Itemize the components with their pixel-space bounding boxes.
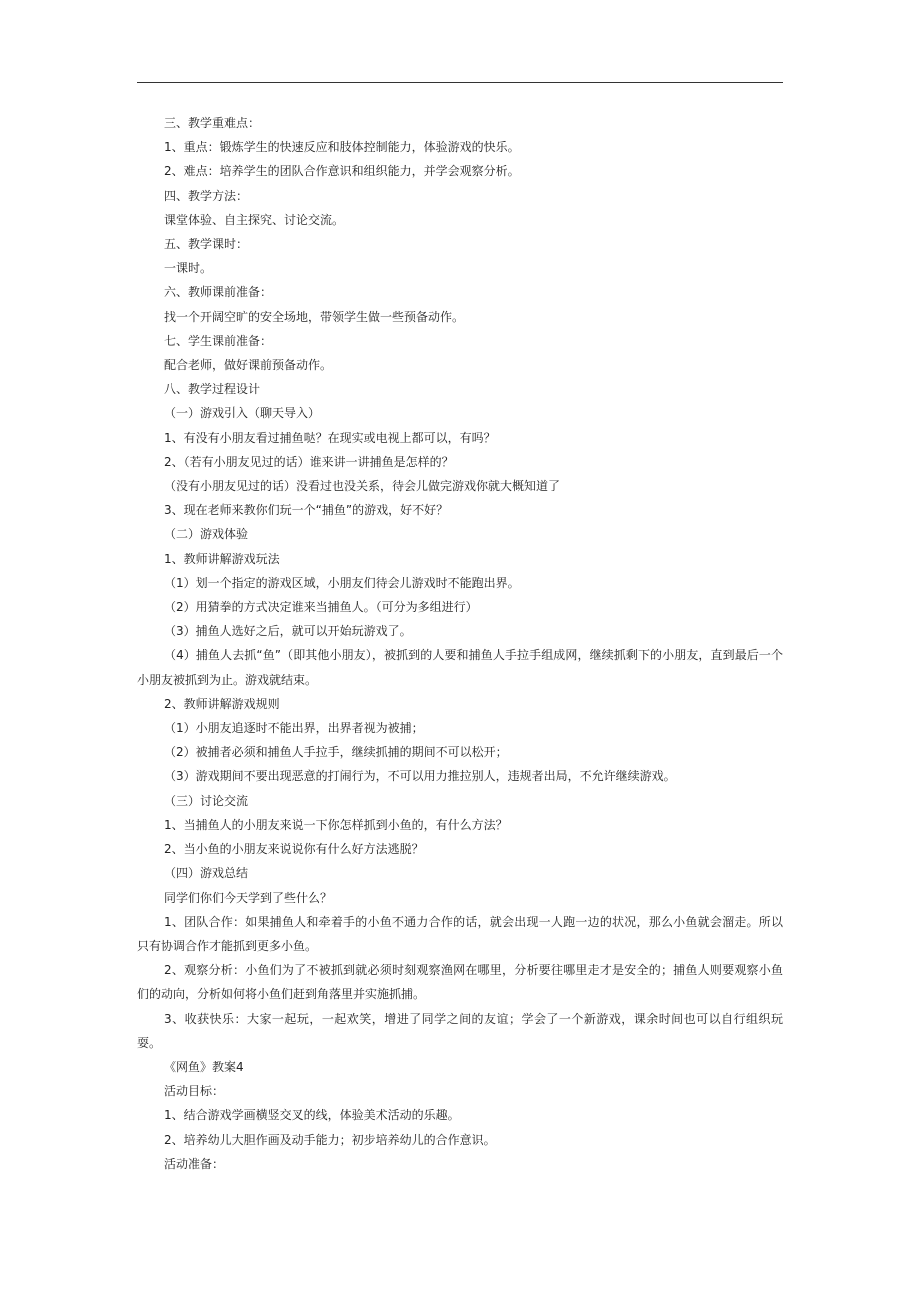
subheading: （一）游戏引入（聊天导入） (164, 406, 321, 421)
paragraph: 2、（若有小朋友见过的话）谁来讲一讲捕鱼是怎样的？ (164, 454, 454, 469)
heading-process: 八、教学过程设计 (164, 382, 261, 397)
paragraph: 2、当小鱼的小朋友来说说你有什么好方法逃脱？ (164, 842, 424, 857)
paragraph: 课堂体验、自主探究、讨论交流。 (164, 212, 345, 227)
paragraph: 配合老师，做好课前预备动作。 (164, 358, 333, 373)
paragraph: （2）用猜拳的方式决定谁来当捕鱼人。（可分为多组进行） (164, 600, 478, 615)
paragraph: 找一个开阔空旷的安全场地，带领学生做一些预备动作。 (164, 309, 465, 324)
paragraph: 一课时。 (164, 261, 213, 276)
paragraph: 1、当捕鱼人的小朋友来说一下你怎样抓到小鱼的，有什么方法？ (164, 817, 508, 832)
heading-student-prep: 七、学生课前准备： (164, 333, 273, 348)
paragraph: 3、现在老师来教你们玩一个“捕鱼”的游戏，好不好？ (164, 503, 449, 518)
heading-preparation: 活动准备： (164, 1156, 225, 1171)
paragraph: （4）捕鱼人去抓“鱼”（即其他小朋友），被抓到的人要和捕鱼人手拉手组成网，继续抓剩下的小朋友，直到最后一个小朋友被抓到为止。游戏就结束。 (137, 648, 783, 687)
paragraph: 2、培养幼儿大胆作画及动手能力；初步培养幼儿的合作意识。 (164, 1132, 496, 1147)
subheading: （三）讨论交流 (164, 793, 249, 808)
section-title: 《网鱼》教案4 (164, 1059, 244, 1074)
paragraph: （2）被捕者必须和捕鱼人手拉手，继续抓捕的期间不可以松开； (164, 745, 508, 760)
paragraph: 1、团队合作：如果捕鱼人和牵着手的小鱼不通力合作的话，就会出现一人跑一边的状况，那么小鱼就会溜走。所以只有协调合作才能抓到更多小鱼。 (137, 914, 783, 953)
paragraph: 1、有没有小朋友看过捕鱼哒？在现实或电视上都可以，有吗？ (164, 430, 496, 445)
heading-teacher-prep: 六、教师课前准备： (164, 285, 273, 300)
subheading: （二）游戏体验 (164, 527, 249, 542)
heading-goals: 活动目标： (164, 1084, 225, 1099)
heading-methods: 四、教学方法： (164, 188, 249, 203)
header-rule (137, 82, 783, 83)
paragraph: （3）捕鱼人选好之后，就可以开始玩游戏了。 (164, 624, 412, 639)
paragraph: （1）小朋友追逐时不能出界，出界者视为被捕； (164, 721, 424, 736)
paragraph: 2、观察分析：小鱼们为了不被抓到就必须时刻观察渔网在哪里，分析要往哪里走才是安全的；捕鱼人则要观察小鱼们的动向，分析如何将小鱼们赶到角落里并实施抓捕。 (137, 963, 783, 1002)
paragraph: （1）划一个指定的游戏区域，小朋友们待会儿游戏时不能跑出界。 (164, 575, 520, 590)
document-body (137, 111, 783, 1176)
paragraph: 同学们你们今天学到了些什么？ (164, 890, 333, 905)
paragraph: 1、结合游戏学画横竖交叉的线，体验美术活动的乐趣。 (164, 1108, 460, 1123)
heading-key-points: 三、教学重难点： (164, 116, 261, 130)
paragraph: 2、教师讲解游戏规则 (164, 696, 280, 711)
heading-periods: 五、教学课时： (164, 237, 249, 252)
paragraph: 3、收获快乐：大家一起玩，一起欢笑，增进了同学之间的友谊；学会了一个新游戏，课余时间也可以自行组织玩耍。 (137, 1011, 783, 1050)
paragraph: 2、难点：培养学生的团队合作意识和组织能力，并学会观察分析。 (164, 164, 520, 179)
paragraph: 1、教师讲解游戏玩法 (164, 551, 280, 566)
paragraph: （没有小朋友见过的话）没看过也没关系，待会儿做完游戏你就大概知道了 (164, 479, 561, 494)
subheading: （四）游戏总结 (164, 866, 249, 881)
paragraph: （3）游戏期间不要出现恶意的打闹行为，不可以用力推拉别人，违规者出局，不允许继续游戏。 (164, 769, 676, 784)
paragraph: 1、重点：锻炼学生的快速反应和肢体控制能力，体验游戏的快乐。 (164, 140, 520, 155)
